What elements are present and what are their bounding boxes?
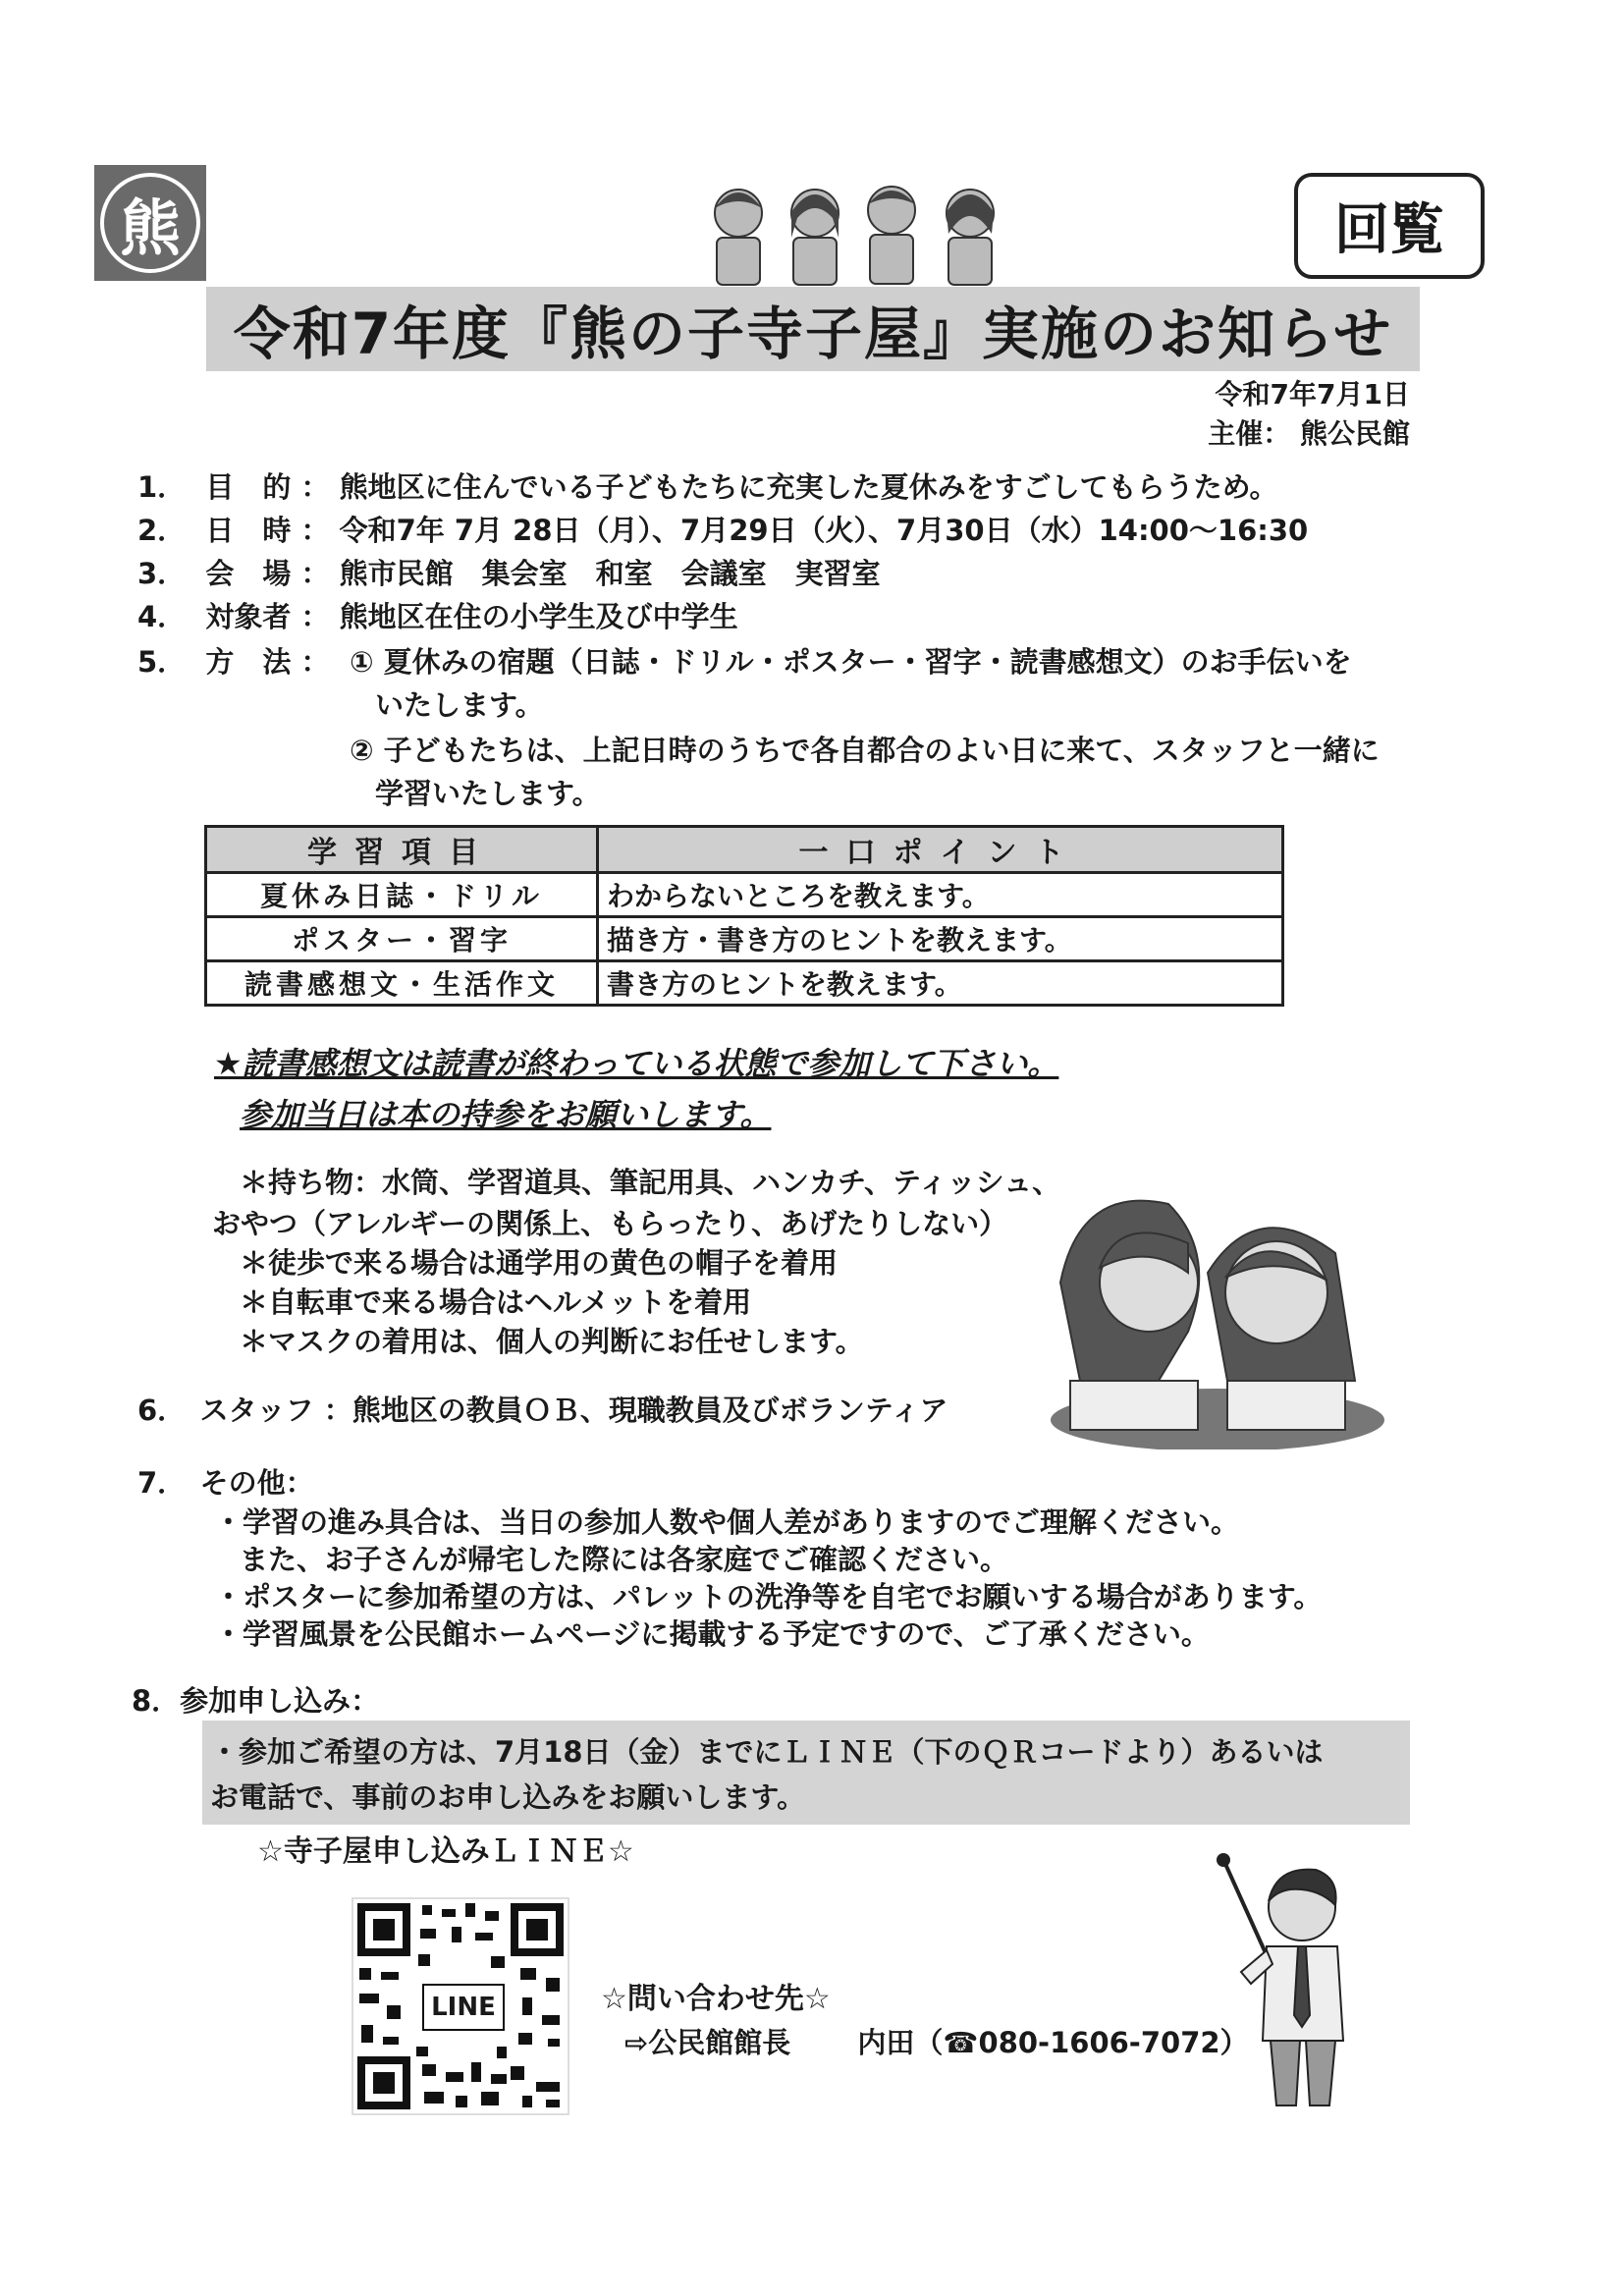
teacher-illustration — [1208, 1848, 1384, 2113]
table-row — [206, 873, 1283, 917]
belongings-line: ＊自転車で来る場合はヘルメットを着用 — [240, 1285, 752, 1319]
children-illustration — [699, 169, 1023, 287]
table-cell: 書き方のヒントを教えます。 — [598, 961, 1283, 1006]
item-staff: 6． スタッフ ：熊地区の教員ＯＢ、現職教員及びボランティア — [137, 1394, 948, 1427]
logo-char: 熊 — [100, 173, 200, 273]
table-cell: 描き方・書き方のヒントを教えます。 — [598, 917, 1283, 961]
table-header: 一口ポイント — [598, 827, 1283, 873]
other-heading: 7． その他： — [137, 1466, 314, 1500]
method-line-3: ② 子どもたちは、上記日時のうちで各自都合のよい日に来て、スタッフと一緒に — [350, 734, 1380, 767]
table-cell: ポスター・習字 — [206, 917, 598, 961]
other-line: ・ポスターに参加希望の方は、パレットの洗浄等を自宅でお願いする場合があります。 — [214, 1580, 1323, 1613]
item-datetime: 2． 日 時 ： 令和7年 7月 28日（月）、7月29日（火）、7月30日（水）14:00～16:30 — [137, 514, 1309, 547]
table-header: 学習項目 — [206, 827, 598, 873]
belongings-line: おやつ（アレルギーの関係上、もらったり、あげたりしない） — [212, 1207, 1008, 1240]
page-title: 令和7年度『熊の子寺子屋』実施のお知らせ — [206, 287, 1420, 371]
item-purpose: 1． 目 的 ： 熊地区に住んでいる子どもたちに充実した夏休みをすごしてもらうため。 — [137, 470, 1278, 504]
belongings-line: ＊持ち物：水筒、学習道具、筆記用具、ハンカチ、ティッシュ、 — [240, 1166, 1061, 1199]
item-target: 4． 対象者 ： 熊地区在住の小学生及び中学生 — [137, 600, 738, 633]
circulation-stamp: 回覧 — [1294, 173, 1485, 279]
belongings-line: ＊マスクの着用は、個人の判断にお任せします。 — [240, 1325, 864, 1358]
contact-line: ⇨公民館館長 内田（☎080-1606-7072） — [624, 2026, 1249, 2059]
kumamoto-logo — [94, 165, 206, 281]
item-method: 5． 方 法 ： — [137, 645, 330, 679]
line-qr-code[interactable] — [352, 1897, 569, 2115]
table-cell: 読書感想文・生活作文 — [206, 961, 598, 1006]
table-cell: わからないところを教えます。 — [598, 873, 1283, 917]
table-row — [206, 961, 1283, 1006]
other-line: ・学習の進み具合は、当日の参加人数や個人差がありますのでご理解ください。 — [214, 1505, 1240, 1539]
issue-date: 令和7年7月1日 — [1215, 378, 1410, 410]
learning-points-table — [204, 825, 1284, 1007]
apply-line: お電話で、事前のお申し込みをお願いします。 — [210, 1780, 806, 1814]
method-line-4: 学習いたします。 — [375, 777, 601, 810]
apply-line: ・参加ご希望の方は、7月18日（金）までにＬＩＮＥ（下のＱＲコードより）あるいは — [210, 1735, 1324, 1769]
contact-heading: ☆問い合わせ先☆ — [601, 1982, 831, 2016]
apply-heading: 8．参加申し込み： — [132, 1684, 380, 1718]
item-venue: 3． 会 場 ： 熊市民館 集会室 和室 会議室 実習室 — [137, 557, 881, 590]
host-organizer: 主催： 熊公民館 — [1208, 417, 1410, 450]
note-bring-book: 参加当日は本の持参をお願いします。 — [240, 1096, 772, 1133]
method-line-1: ① 夏休みの宿題（日誌・ドリル・ポスター・習字・読書感想文）のお手伝いを — [350, 645, 1352, 679]
table-row — [206, 917, 1283, 961]
other-line: ・学習風景を公民館ホームページに掲載する予定ですので、ご了承ください。 — [214, 1617, 1210, 1651]
method-line-2: いたします。 — [375, 688, 544, 722]
qr-line-label: LINE — [422, 1984, 505, 2031]
belongings-line: ＊徒歩で来る場合は通学用の黄色の帽子を着用 — [240, 1246, 839, 1280]
other-line: また、お子さんが帰宅した際には各家庭でご確認ください。 — [240, 1543, 1009, 1576]
note-reading: ★読書感想文は読書が終わっている状態で参加して下さい。 — [214, 1045, 1059, 1082]
table-cell: 夏休み日誌・ドリル — [206, 873, 598, 917]
table-header-row — [206, 827, 1283, 873]
studying-girls-illustration — [1041, 1175, 1384, 1449]
line-apply-label: ☆寺子屋申し込みＬＩＮＥ☆ — [257, 1834, 634, 1869]
